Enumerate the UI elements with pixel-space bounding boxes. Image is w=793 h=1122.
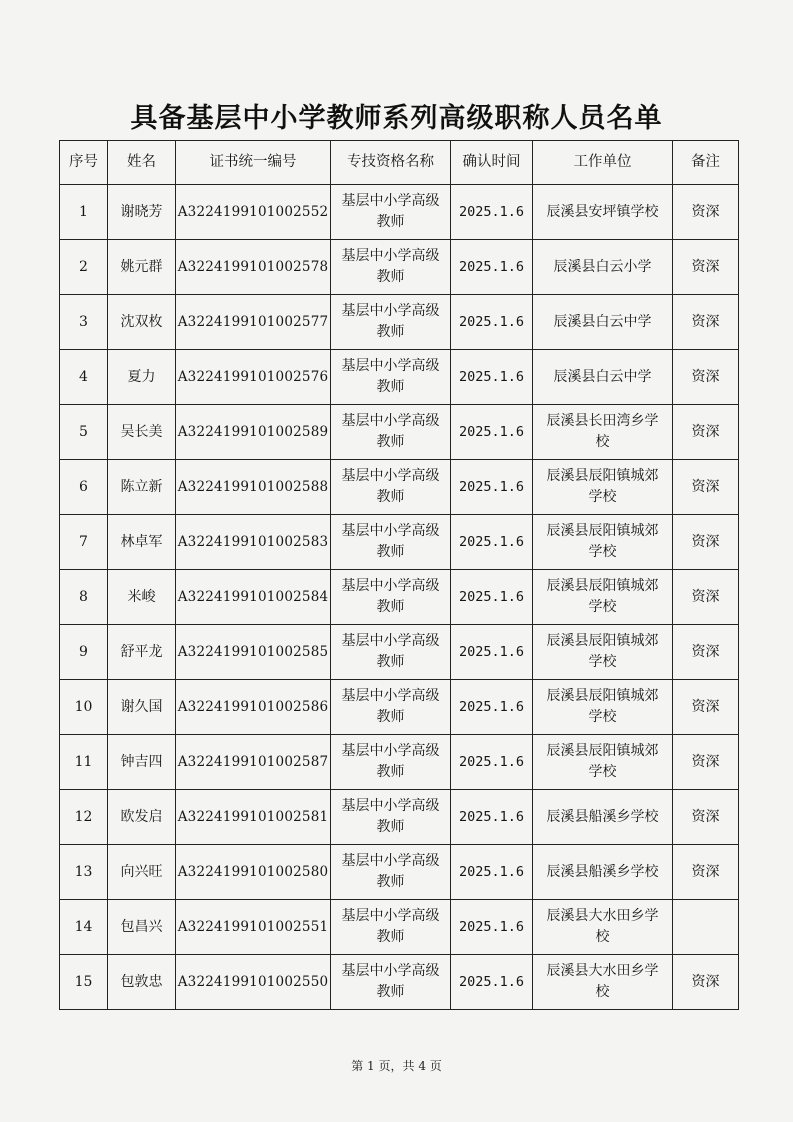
cell-serial-text: 11 — [74, 753, 93, 770]
cell-remarks-text: 资深 — [691, 313, 720, 330]
table-row — [60, 625, 739, 680]
cell-name — [108, 240, 176, 295]
cell-remarks — [673, 735, 739, 790]
cell-qualification — [331, 845, 451, 900]
cell-date-text: 2025.1.6 — [458, 863, 525, 880]
cell-work-unit-text: 辰溪县辰阳镇城郊 — [546, 578, 659, 594]
cell-remarks — [673, 515, 739, 570]
cell-work-unit-text: 校 — [595, 984, 610, 1000]
cell-serial — [60, 405, 108, 460]
cell-remarks — [673, 680, 739, 735]
cell-serial-text: 3 — [79, 313, 88, 330]
cell-date-text: 2025.1.6 — [458, 258, 525, 275]
cell-date — [451, 570, 533, 625]
table-row — [60, 295, 739, 350]
cell-work-unit — [533, 570, 673, 625]
table-row — [60, 790, 739, 845]
cell-work-unit — [533, 350, 673, 405]
cell-qualification-text: 基层中小学高级 — [341, 193, 440, 209]
cell-qualification — [331, 900, 451, 955]
cell-remarks — [673, 790, 739, 845]
cell-remarks-text: 资深 — [691, 753, 720, 770]
cell-name — [108, 735, 176, 790]
cell-name — [108, 900, 176, 955]
cell-serial — [60, 625, 108, 680]
cell-name-text: 欧发启 — [120, 808, 163, 825]
table-row — [60, 900, 739, 955]
cell-name-text: 夏力 — [127, 368, 156, 385]
cell-work-unit — [533, 680, 673, 735]
cell-date-text: 2025.1.6 — [458, 918, 525, 935]
cell-work-unit — [533, 625, 673, 680]
cell-certificate-text: A3224199101002583 — [177, 533, 329, 550]
cell-work-unit-text: 辰溪县辰阳镇城郊 — [546, 468, 659, 484]
cell-qualification-text: 教师 — [376, 874, 405, 890]
cell-date — [451, 405, 533, 460]
cell-work-unit — [533, 900, 673, 955]
cell-date — [451, 955, 533, 1010]
cell-certificate — [176, 185, 331, 240]
cell-date — [451, 515, 533, 570]
cell-date-text: 2025.1.6 — [458, 753, 525, 770]
table-row — [60, 185, 739, 240]
cell-date-text: 2025.1.6 — [458, 313, 525, 330]
cell-date-text: 2025.1.6 — [458, 588, 525, 605]
cell-qualification-text: 教师 — [376, 434, 405, 450]
cell-remarks-text: 资深 — [691, 368, 720, 385]
cell-remarks — [673, 185, 739, 240]
cell-work-unit — [533, 515, 673, 570]
cell-serial-text: 7 — [79, 533, 88, 550]
header-serial: 序号 — [60, 141, 108, 185]
header-name: 姓名 — [108, 141, 176, 185]
cell-qualification-text: 教师 — [376, 984, 405, 1000]
cell-date-text: 2025.1.6 — [458, 203, 525, 220]
cell-remarks-text: 资深 — [691, 973, 720, 990]
cell-date — [451, 845, 533, 900]
cell-certificate-text: A3224199101002577 — [177, 313, 329, 330]
cell-work-unit-text: 学校 — [588, 599, 617, 615]
cell-qualification — [331, 680, 451, 735]
cell-work-unit — [533, 185, 673, 240]
cell-name — [108, 350, 176, 405]
cell-work-unit-text: 辰溪县辰阳镇城郊 — [546, 743, 659, 759]
cell-qualification-text: 教师 — [376, 324, 405, 340]
cell-certificate — [176, 570, 331, 625]
cell-serial-text: 14 — [74, 918, 93, 935]
cell-name — [108, 405, 176, 460]
table-row — [60, 955, 739, 1010]
cell-serial — [60, 240, 108, 295]
table-row — [60, 405, 739, 460]
cell-date — [451, 185, 533, 240]
cell-certificate-text: A3224199101002588 — [177, 478, 329, 495]
cell-qualification-text: 基层中小学高级 — [341, 248, 440, 264]
cell-certificate-text: A3224199101002584 — [177, 588, 329, 605]
cell-name-text: 林卓军 — [120, 533, 163, 550]
cell-remarks — [673, 845, 739, 900]
cell-qualification-text: 基层中小学高级 — [341, 633, 440, 649]
cell-qualification-text: 教师 — [376, 544, 405, 560]
cell-serial — [60, 185, 108, 240]
cell-remarks-text: 资深 — [691, 533, 720, 550]
cell-remarks — [673, 625, 739, 680]
cell-qualification-text: 教师 — [376, 269, 405, 285]
cell-serial-text: 13 — [74, 863, 93, 880]
cell-work-unit — [533, 240, 673, 295]
cell-name-text: 姚元群 — [120, 258, 163, 275]
cell-qualification-text: 教师 — [376, 489, 405, 505]
cell-certificate — [176, 680, 331, 735]
cell-date — [451, 460, 533, 515]
cell-date — [451, 625, 533, 680]
cell-remarks — [673, 350, 739, 405]
cell-date — [451, 735, 533, 790]
cell-serial — [60, 735, 108, 790]
cell-work-unit-text: 校 — [595, 434, 610, 450]
cell-date-text: 2025.1.6 — [458, 643, 525, 660]
table-header-row — [60, 141, 739, 185]
cell-certificate — [176, 460, 331, 515]
cell-qualification — [331, 405, 451, 460]
cell-work-unit-text: 学校 — [588, 709, 617, 725]
cell-remarks — [673, 405, 739, 460]
cell-serial-text: 1 — [79, 203, 88, 220]
cell-date — [451, 790, 533, 845]
cell-qualification — [331, 185, 451, 240]
document-title: 具备基层中小学教师系列高级职称人员名单 — [130, 103, 663, 134]
cell-qualification — [331, 570, 451, 625]
cell-name — [108, 570, 176, 625]
cell-date — [451, 240, 533, 295]
cell-qualification-text: 教师 — [376, 379, 405, 395]
cell-work-unit-text: 辰溪县辰阳镇城郊 — [546, 633, 659, 649]
cell-date — [451, 900, 533, 955]
cell-serial — [60, 680, 108, 735]
cell-remarks — [673, 955, 739, 1010]
cell-name-text: 陈立新 — [120, 478, 163, 495]
cell-certificate-text: A3224199101002581 — [177, 808, 329, 825]
cell-work-unit-text: 辰溪县长田湾乡学 — [546, 413, 659, 429]
cell-qualification-text: 教师 — [376, 654, 405, 670]
cell-name — [108, 185, 176, 240]
cell-work-unit-text: 辰溪县船溪乡学校 — [546, 808, 659, 825]
cell-certificate — [176, 625, 331, 680]
cell-name-text: 钟吉四 — [120, 753, 163, 770]
cell-certificate — [176, 735, 331, 790]
cell-remarks — [673, 570, 739, 625]
cell-name — [108, 680, 176, 735]
cell-certificate-text: A3224199101002585 — [177, 643, 329, 660]
cell-work-unit-text: 辰溪县辰阳镇城郊 — [546, 523, 659, 539]
cell-serial-text: 12 — [74, 808, 93, 825]
cell-work-unit-text: 辰溪县大水田乡学 — [546, 963, 659, 979]
cell-certificate-text: A3224199101002587 — [177, 753, 329, 770]
cell-qualification-text: 基层中小学高级 — [341, 688, 440, 704]
cell-remarks — [673, 900, 739, 955]
cell-certificate — [176, 955, 331, 1010]
cell-work-unit — [533, 405, 673, 460]
cell-serial-text: 9 — [79, 643, 88, 660]
cell-serial-text: 4 — [79, 368, 88, 385]
cell-name — [108, 790, 176, 845]
cell-remarks — [673, 295, 739, 350]
cell-certificate — [176, 240, 331, 295]
cell-qualification — [331, 240, 451, 295]
cell-qualification-text: 教师 — [376, 214, 405, 230]
table-row — [60, 460, 739, 515]
cell-work-unit-text: 学校 — [588, 489, 617, 505]
cell-qualification — [331, 350, 451, 405]
cell-name-text: 谢晓芳 — [120, 203, 163, 220]
cell-qualification — [331, 955, 451, 1010]
cell-remarks — [673, 460, 739, 515]
table-row — [60, 240, 739, 295]
cell-date-text: 2025.1.6 — [458, 698, 525, 715]
cell-serial-text: 8 — [79, 588, 88, 605]
cell-certificate-text: A3224199101002589 — [177, 423, 329, 440]
cell-certificate — [176, 515, 331, 570]
cell-name — [108, 295, 176, 350]
table-row — [60, 735, 739, 790]
cell-qualification-text: 基层中小学高级 — [341, 798, 440, 814]
cell-remarks-text: 资深 — [691, 808, 720, 825]
cell-qualification — [331, 295, 451, 350]
table-row — [60, 350, 739, 405]
cell-remarks-text: 资深 — [691, 643, 720, 660]
personnel-table — [59, 140, 739, 1010]
cell-remarks-text: 资深 — [691, 863, 720, 880]
cell-qualification-text: 基层中小学高级 — [341, 578, 440, 594]
cell-qualification-text: 教师 — [376, 709, 405, 725]
cell-name-text: 包昌兴 — [120, 918, 163, 935]
cell-serial-text: 10 — [74, 698, 93, 715]
cell-name-text: 包敦忠 — [120, 973, 163, 990]
cell-serial — [60, 955, 108, 1010]
table-row — [60, 680, 739, 735]
cell-remarks-text: 资深 — [691, 478, 720, 495]
cell-name — [108, 955, 176, 1010]
cell-work-unit-text: 辰溪县大水田乡学 — [546, 908, 659, 924]
cell-qualification-text: 基层中小学高级 — [341, 523, 440, 539]
cell-date-text: 2025.1.6 — [458, 423, 525, 440]
cell-certificate — [176, 845, 331, 900]
cell-serial-text: 2 — [79, 258, 88, 275]
cell-date — [451, 350, 533, 405]
cell-serial — [60, 900, 108, 955]
cell-date-text: 2025.1.6 — [458, 368, 525, 385]
cell-certificate — [176, 405, 331, 460]
cell-name-text: 向兴旺 — [120, 863, 163, 880]
cell-date-text: 2025.1.6 — [458, 478, 525, 495]
cell-work-unit — [533, 735, 673, 790]
table-row — [60, 570, 739, 625]
cell-name — [108, 515, 176, 570]
cell-qualification-text: 教师 — [376, 929, 405, 945]
cell-qualification-text: 基层中小学高级 — [341, 468, 440, 484]
cell-name — [108, 625, 176, 680]
cell-serial-text: 6 — [79, 478, 88, 495]
cell-certificate — [176, 790, 331, 845]
cell-serial — [60, 845, 108, 900]
cell-name-text: 米峻 — [127, 588, 156, 605]
cell-work-unit — [533, 955, 673, 1010]
cell-certificate-text: A3224199101002586 — [177, 698, 329, 715]
cell-work-unit-text: 校 — [595, 929, 610, 945]
cell-serial — [60, 460, 108, 515]
page-footer: 第 1 页，共 4 页 — [351, 1059, 442, 1073]
cell-date-text: 2025.1.6 — [458, 973, 525, 990]
cell-qualification-text: 基层中小学高级 — [341, 908, 440, 924]
cell-qualification — [331, 460, 451, 515]
cell-serial-text: 15 — [74, 973, 93, 990]
cell-name-text: 舒平龙 — [120, 643, 163, 660]
cell-date — [451, 680, 533, 735]
cell-name-text: 谢久国 — [120, 698, 163, 715]
cell-date-text: 2025.1.6 — [458, 808, 525, 825]
cell-name-text: 沈双枚 — [120, 313, 163, 330]
cell-serial — [60, 570, 108, 625]
cell-certificate-text: A3224199101002576 — [177, 368, 329, 385]
cell-certificate-text: A3224199101002550 — [177, 973, 329, 990]
cell-qualification-text: 基层中小学高级 — [341, 853, 440, 869]
cell-work-unit — [533, 790, 673, 845]
header-work-unit: 工作单位 — [533, 141, 673, 185]
cell-work-unit-text: 学校 — [588, 764, 617, 780]
table-row — [60, 845, 739, 900]
cell-qualification-text: 教师 — [376, 764, 405, 780]
cell-qualification — [331, 515, 451, 570]
cell-work-unit-text: 辰溪县辰阳镇城郊 — [546, 688, 659, 704]
cell-certificate-text: A3224199101002552 — [177, 203, 329, 220]
cell-serial — [60, 790, 108, 845]
cell-qualification-text: 基层中小学高级 — [341, 413, 440, 429]
cell-date-text: 2025.1.6 — [458, 533, 525, 550]
cell-serial — [60, 515, 108, 570]
cell-qualification — [331, 735, 451, 790]
cell-certificate — [176, 900, 331, 955]
cell-qualification-text: 基层中小学高级 — [341, 743, 440, 759]
cell-work-unit-text: 辰溪县白云中学 — [553, 313, 652, 330]
table-row — [60, 515, 739, 570]
cell-qualification-text: 基层中小学高级 — [341, 303, 440, 319]
cell-name-text: 吴长美 — [120, 423, 163, 440]
cell-work-unit-text: 辰溪县白云小学 — [553, 258, 652, 275]
cell-qualification-text: 基层中小学高级 — [341, 358, 440, 374]
cell-work-unit-text: 学校 — [588, 544, 617, 560]
header-qualification: 专技资格名称 — [331, 141, 451, 185]
cell-certificate — [176, 350, 331, 405]
cell-certificate — [176, 295, 331, 350]
cell-serial — [60, 295, 108, 350]
cell-qualification-text: 教师 — [376, 819, 405, 835]
cell-date — [451, 295, 533, 350]
header-date: 确认时间 — [451, 141, 533, 185]
header-remarks: 备注 — [673, 141, 739, 185]
cell-work-unit — [533, 295, 673, 350]
cell-serial-text: 5 — [79, 423, 88, 440]
cell-serial — [60, 350, 108, 405]
cell-work-unit-text: 辰溪县安坪镇学校 — [546, 203, 659, 220]
cell-qualification — [331, 790, 451, 845]
cell-work-unit-text: 辰溪县船溪乡学校 — [546, 863, 659, 880]
cell-remarks-text: 资深 — [691, 588, 720, 605]
cell-work-unit-text: 辰溪县白云中学 — [553, 368, 652, 385]
cell-work-unit — [533, 845, 673, 900]
cell-certificate-text: A3224199101002551 — [177, 918, 329, 935]
header-certificate: 证书统一编号 — [176, 141, 331, 185]
cell-remarks-text: 资深 — [691, 698, 720, 715]
cell-remarks-text: 资深 — [691, 423, 720, 440]
cell-name — [108, 460, 176, 515]
cell-remarks — [673, 240, 739, 295]
cell-name — [108, 845, 176, 900]
cell-qualification-text: 教师 — [376, 599, 405, 615]
cell-work-unit-text: 学校 — [588, 654, 617, 670]
cell-qualification-text: 基层中小学高级 — [341, 963, 440, 979]
cell-qualification — [331, 625, 451, 680]
cell-work-unit — [533, 460, 673, 515]
cell-remarks-text: 资深 — [691, 203, 720, 220]
cell-certificate-text: A3224199101002578 — [177, 258, 329, 275]
cell-remarks-text: 资深 — [691, 258, 720, 275]
cell-certificate-text: A3224199101002580 — [177, 863, 329, 880]
